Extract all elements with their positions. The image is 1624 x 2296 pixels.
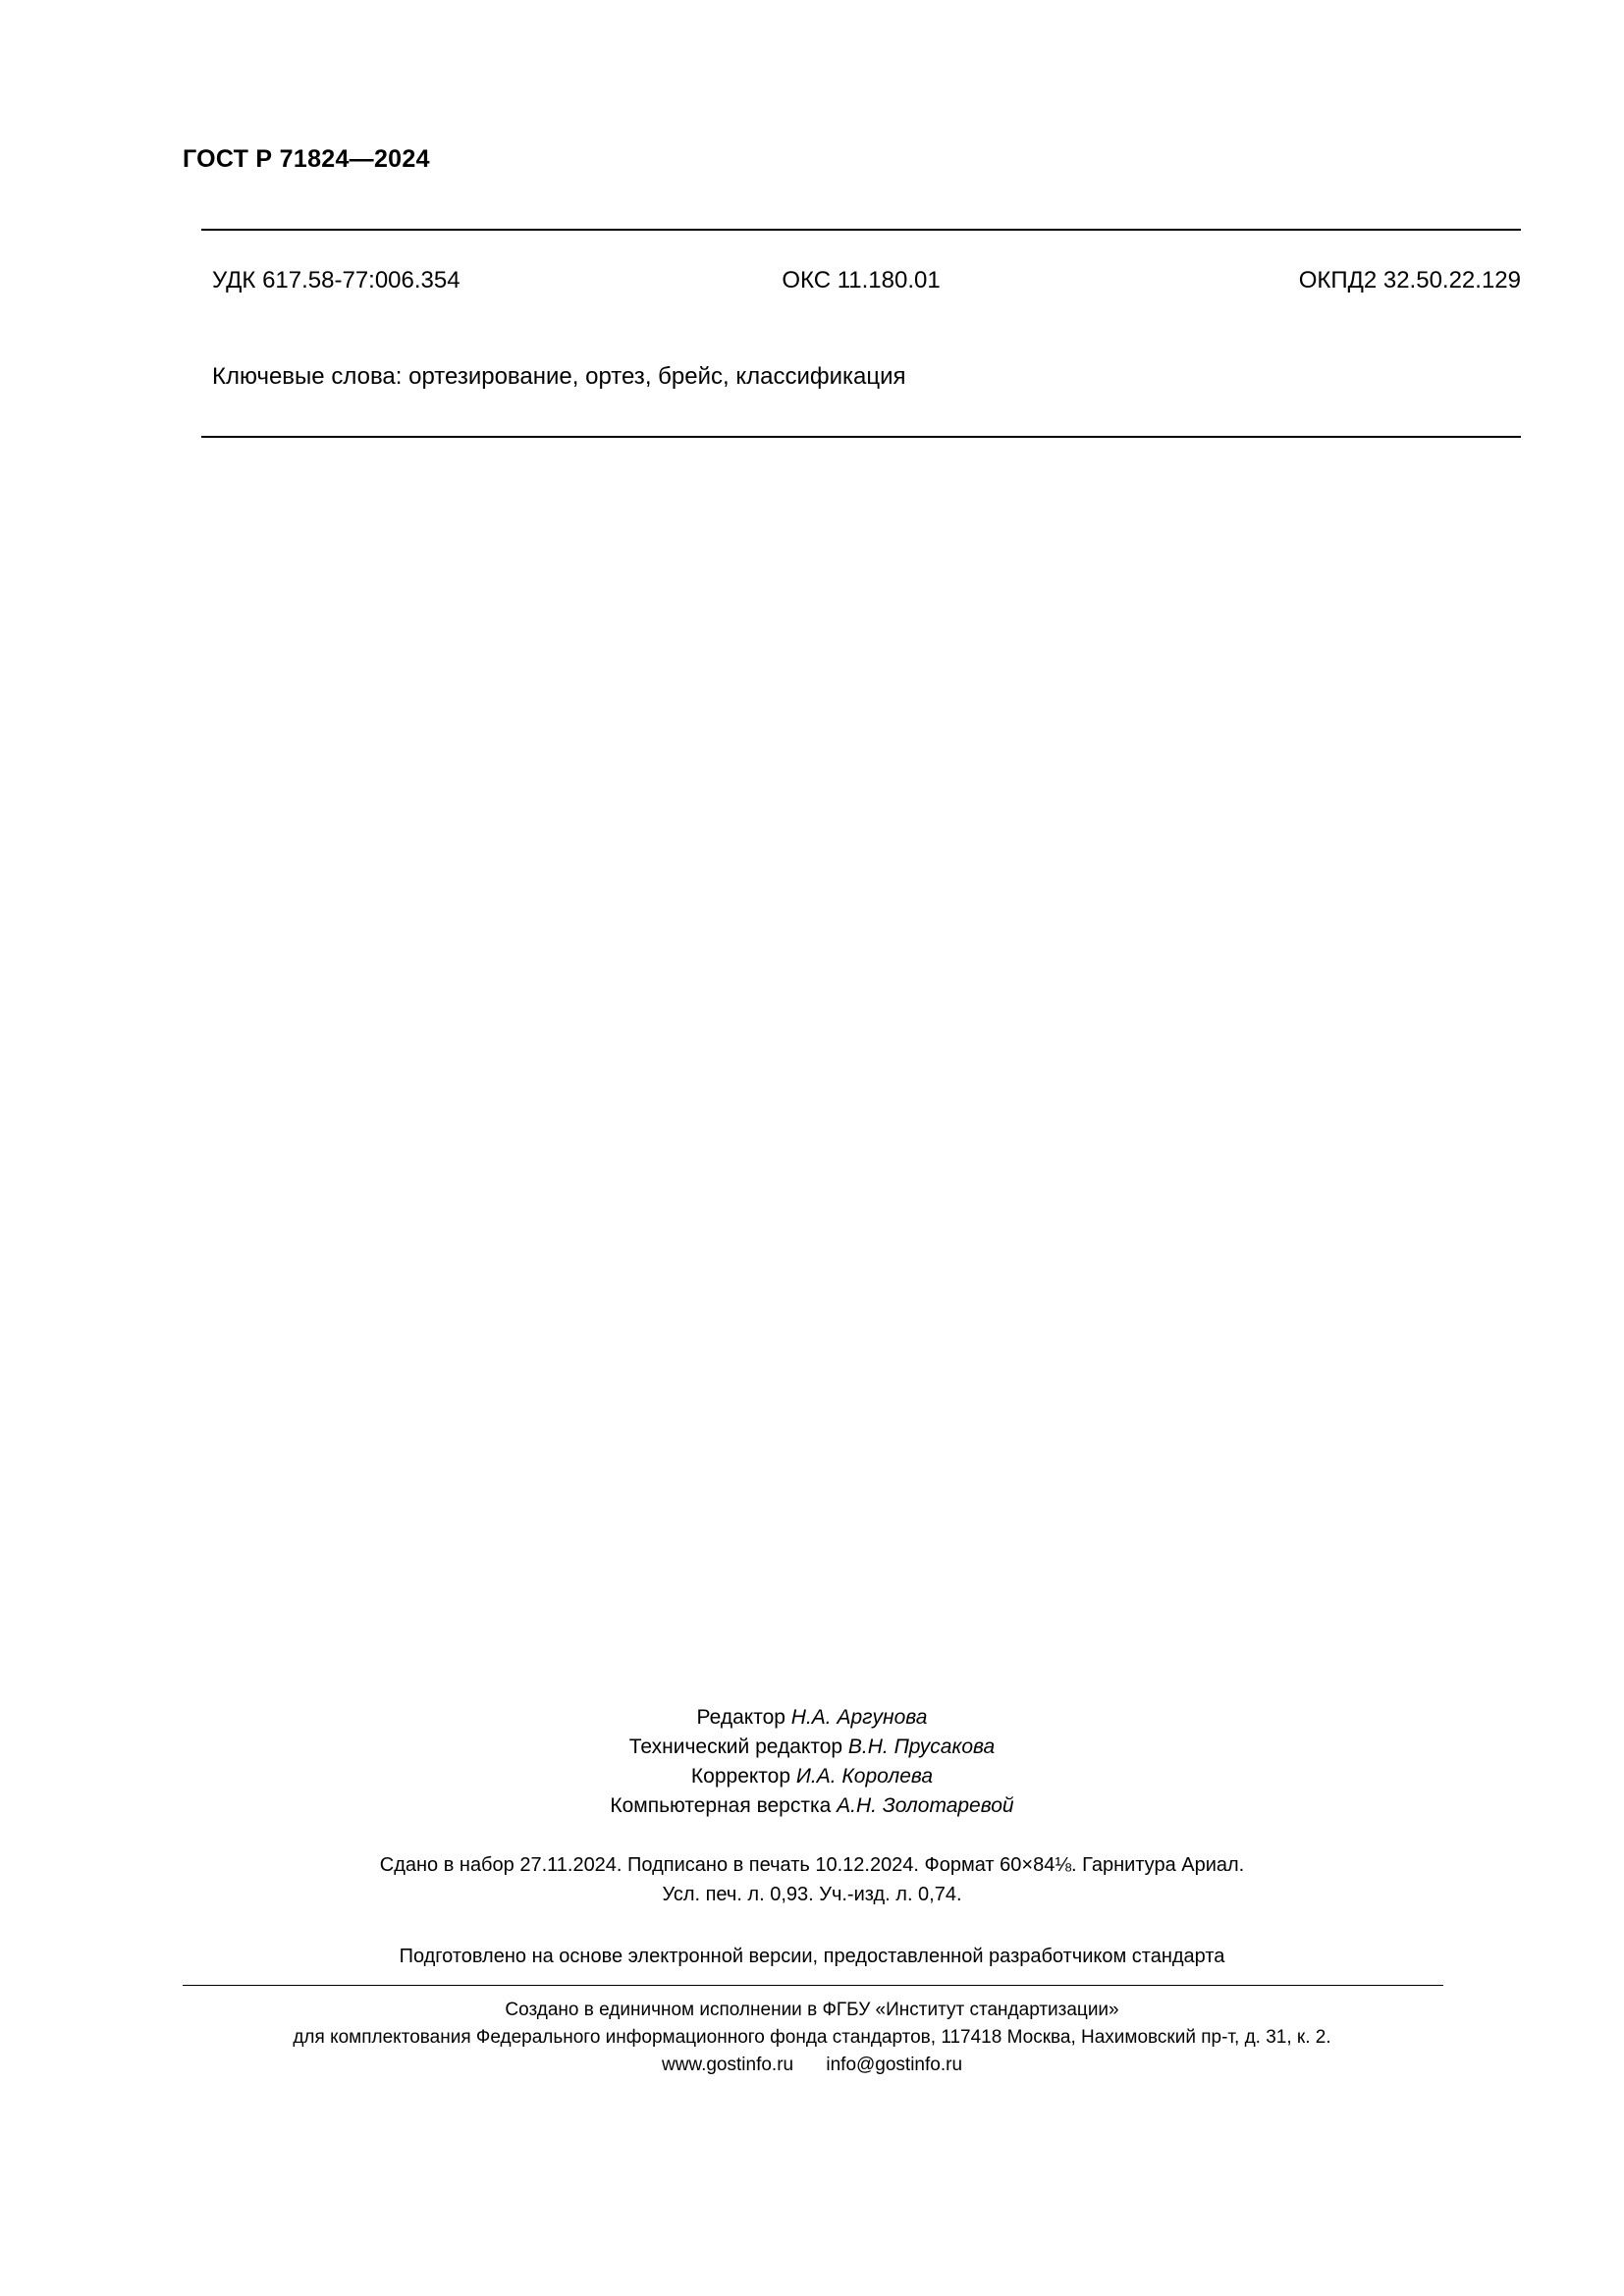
- imprint-block: [0, 1850, 1624, 1909]
- keywords-line: Ключевые слова: ортезирование, ортез, брейс, классификация: [212, 363, 906, 390]
- technical-editor-label: Технический редактор: [628, 1735, 843, 1758]
- layout-label: Компьютерная верстка: [610, 1794, 832, 1817]
- imprint-line-1: Сдано в набор 27.11.2024. Подписано в печать 10.12.2024. Формат 60×84⅛. Гарнитура Ариал.: [379, 1854, 1245, 1876]
- publisher-footer: [0, 1997, 1624, 2079]
- standard-number: ГОСТ Р 71824—2024: [183, 145, 430, 173]
- technical-editor-name: В.Н. Прусакова: [847, 1735, 996, 1758]
- editor-line: [0, 1703, 1624, 1733]
- layout-line: [0, 1791, 1624, 1821]
- prepared-note: Подготовлено на основе электронной версии, предоставленной разработчиком стандарта: [399, 1946, 1225, 1967]
- publisher-line-2: для комплектования Федерального информационного фонда стандартов, 117418 Москва, Нахимовский пр-т, д. 31, к. 2.: [293, 2027, 1331, 2048]
- colophon-block: [0, 1703, 1624, 1821]
- classification-codes-row: [201, 267, 1521, 300]
- editor-label: Редактор: [696, 1706, 785, 1729]
- oks-code: ОКС 11.180.01: [782, 267, 941, 294]
- publisher-contacts: [0, 2052, 1624, 2079]
- technical-editor-line: [0, 1733, 1624, 1762]
- header-divider-bottom: [201, 436, 1521, 438]
- header-divider-top: [201, 229, 1521, 231]
- layout-name: А.Н. Золотаревой: [837, 1794, 1014, 1817]
- editor-name: Н.А. Аргунова: [790, 1706, 928, 1729]
- corrector-label: Корректор: [690, 1765, 791, 1788]
- publisher-email[interactable]: info@gostinfo.ru: [826, 2055, 963, 2075]
- publisher-line-1: Создано в единичном исполнении в ФГБУ «Институт стандартизации»: [505, 2000, 1119, 2020]
- imprint-line-2: Усл. печ. л. 0,93. Уч.-изд. л. 0,74.: [662, 1884, 962, 1905]
- footer-divider: [183, 1985, 1443, 1986]
- udk-code: УДК 617.58-77:006.354: [212, 267, 460, 294]
- okpd2-code: ОКПД2 32.50.22.129: [1298, 267, 1521, 294]
- corrector-name: И.А. Королева: [795, 1765, 934, 1788]
- publisher-website[interactable]: www.gostinfo.ru: [661, 2055, 794, 2075]
- corrector-line: [0, 1762, 1624, 1791]
